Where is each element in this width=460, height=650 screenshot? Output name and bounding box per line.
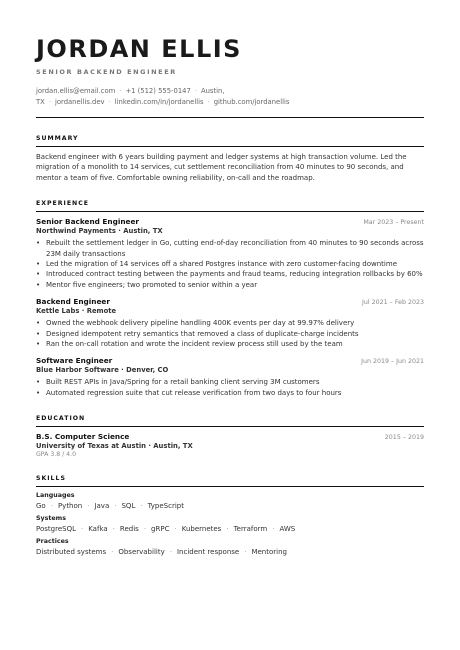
job-entry bbox=[36, 217, 424, 290]
section-divider bbox=[36, 146, 424, 147]
skill-item: Kubernetes bbox=[181, 525, 222, 534]
contact-separator: · bbox=[207, 98, 210, 106]
skill-separator: · bbox=[80, 525, 84, 534]
job-bullets bbox=[36, 318, 424, 349]
job-org: Northwind Payments · Austin, TX bbox=[36, 227, 163, 236]
job-date: Jul 2021 – Feb 2023 bbox=[362, 299, 424, 307]
gpa: GPA 3.8 / 4.0 bbox=[36, 451, 77, 459]
skill-group-label: Practices bbox=[36, 538, 69, 546]
skill-item: Kafka bbox=[88, 525, 108, 534]
job-date: Mar 2023 – Present bbox=[363, 219, 424, 227]
bullet-item: • Introduced contract testing between the payments and fraud teams, reducing integration rollbacks by 60% bbox=[46, 269, 424, 279]
skill-item: Observability bbox=[118, 548, 165, 557]
skill-group-label: Systems bbox=[36, 515, 66, 523]
job-entry bbox=[36, 356, 424, 398]
education-date: 2015 – 2019 bbox=[384, 434, 424, 442]
summary-heading: SUMMARY bbox=[36, 135, 79, 142]
skill-separator: · bbox=[140, 502, 143, 511]
candidate-name: JORDAN ELLIS bbox=[36, 35, 242, 63]
skill-separator: · bbox=[111, 548, 114, 557]
skill-group bbox=[36, 538, 424, 556]
skill-separator: · bbox=[244, 548, 247, 557]
skill-separator: · bbox=[87, 502, 90, 511]
experience-heading: EXPERIENCE bbox=[36, 200, 89, 208]
skills-groups bbox=[36, 492, 424, 556]
bullet-item: • Designed idempotent retry semantics that removed a class of duplicate-charge incidents bbox=[46, 329, 424, 339]
section-divider bbox=[36, 211, 424, 212]
contact-separator: · bbox=[48, 98, 51, 106]
skill-item: TypeScript bbox=[147, 502, 184, 511]
job-title: Software Engineer bbox=[36, 356, 113, 366]
header-divider bbox=[36, 117, 424, 118]
jobs-list bbox=[36, 217, 424, 398]
bullet-item: • Led the migration of 14 services off a shared Postgres instance with zero customer-facing downtime bbox=[46, 259, 424, 269]
education-section bbox=[36, 415, 424, 458]
summary-text: Backend engineer with 6 years building payment and ledger systems at high transaction volume. Led the migration of a monolith to 14 services, cut settlement reconciliation from 40 minutes to 90 seconds, and mentor a team of five. Comfortable owning reliability, on-call and the roadmap. bbox=[36, 153, 407, 182]
bullet-item: • Automated regression suite that cut release verification from two days to four hours bbox=[46, 388, 424, 398]
job-bullets bbox=[36, 377, 424, 398]
bullet-item: • Rebuilt the settlement ledger in Go, cutting end-of-day reconciliation from 40 minutes to 90 seconds across 23M daily transactions bbox=[46, 238, 424, 259]
section-divider bbox=[36, 426, 424, 427]
job-date: Jun 2019 – Jun 2021 bbox=[361, 358, 424, 366]
contact-item: Austin, TX bbox=[36, 87, 225, 106]
skill-separator: · bbox=[272, 525, 275, 534]
skill-item: SQL bbox=[121, 502, 136, 511]
skill-item: gRPC bbox=[151, 525, 170, 534]
contact-item[interactable]: linkedin.com/in/jordanellis bbox=[114, 98, 204, 106]
job-header bbox=[36, 217, 424, 226]
skill-item: PostgreSQL bbox=[36, 525, 76, 534]
skill-separator: · bbox=[112, 525, 115, 534]
skill-items bbox=[36, 548, 424, 556]
skill-separator: · bbox=[114, 502, 117, 511]
skills-section bbox=[36, 475, 424, 556]
skill-item: AWS bbox=[279, 525, 296, 534]
skill-item: Incident response bbox=[176, 548, 240, 557]
skill-item: Go bbox=[36, 502, 46, 511]
skill-group bbox=[36, 492, 424, 510]
contact-item[interactable]: jordanellis.dev bbox=[54, 98, 105, 106]
bullet-item: • Built REST APIs in Java/Spring for a retail banking client serving 3M customers bbox=[46, 377, 424, 387]
degree: B.S. Computer Science bbox=[36, 432, 130, 442]
skill-item: Redis bbox=[119, 525, 139, 534]
skill-items bbox=[36, 502, 424, 510]
job-org: Kettle Labs · Remote bbox=[36, 307, 117, 316]
job-header bbox=[36, 356, 424, 365]
job-entry bbox=[36, 297, 424, 349]
job-header bbox=[36, 297, 424, 306]
skill-items bbox=[36, 525, 424, 533]
summary-section bbox=[36, 135, 424, 183]
contact-separator: · bbox=[119, 87, 122, 95]
skill-item: Mentoring bbox=[251, 548, 287, 557]
skill-group bbox=[36, 515, 424, 533]
skill-item: Terraform bbox=[233, 525, 268, 534]
skill-item: Python bbox=[57, 502, 83, 511]
skill-item: Java bbox=[94, 502, 110, 511]
education-entry bbox=[36, 432, 424, 441]
contact-item: +1 (512) 555-0147 bbox=[125, 87, 191, 95]
job-title: Senior Backend Engineer bbox=[36, 217, 140, 227]
contact-line bbox=[36, 86, 424, 108]
experience-section bbox=[36, 200, 424, 398]
bullet-item: • Mentor five engineers; two promoted to senior within a year bbox=[46, 280, 424, 290]
section-divider bbox=[36, 486, 424, 487]
school: University of Texas at Austin · Austin, TX bbox=[36, 442, 193, 451]
contact-item[interactable]: jordan.ellis@email.com bbox=[36, 87, 116, 95]
skill-separator: · bbox=[169, 548, 172, 557]
skill-separator: · bbox=[226, 525, 229, 534]
skill-separator: · bbox=[50, 502, 53, 511]
skill-item: Distributed systems bbox=[36, 548, 107, 557]
bullet-item: • Owned the webhook delivery pipeline handling 400K events per day at 99.97% delivery bbox=[46, 318, 424, 328]
job-org: Blue Harbor Software · Denver, CO bbox=[36, 366, 169, 375]
job-bullets bbox=[36, 238, 424, 290]
contact-separator: · bbox=[108, 98, 111, 106]
contact-item[interactable]: github.com/jordanellis bbox=[213, 98, 290, 106]
candidate-role: SENIOR BACKEND ENGINEER bbox=[36, 68, 177, 76]
skill-group-label: Languages bbox=[36, 492, 75, 500]
bullet-item: • Ran the on-call rotation and wrote the incident review process still used by the team bbox=[46, 339, 424, 349]
education-heading: EDUCATION bbox=[36, 415, 86, 423]
job-title: Backend Engineer bbox=[36, 297, 110, 307]
skill-separator: · bbox=[174, 525, 177, 534]
skills-heading: SKILLS bbox=[36, 475, 66, 483]
skill-separator: · bbox=[143, 525, 147, 534]
contact-separator: · bbox=[194, 87, 197, 95]
